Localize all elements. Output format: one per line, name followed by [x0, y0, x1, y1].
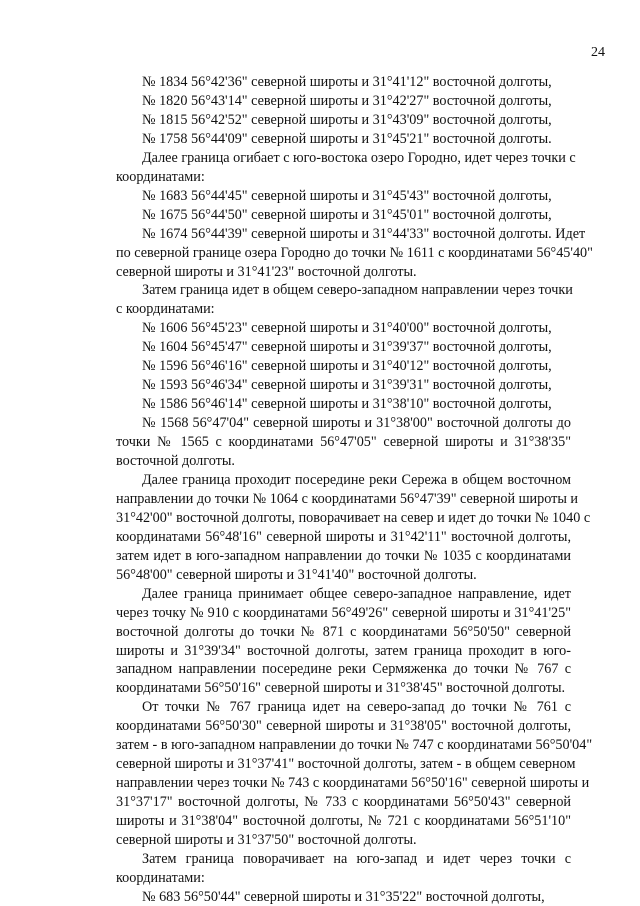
text-line: № 1683 56°44'45" северной широты и 31°45'43" восточной долготы, [142, 187, 552, 204]
text-line: 56°48'00" северной широты и 31°41'40" восточной долготы. [116, 566, 477, 583]
text-line: № 1758 56°44'09" северной широты и 31°45'21" восточной долготы. [142, 130, 552, 147]
text-line: северной широты и 31°37'41" восточной долготы, затем - в общем северном [116, 756, 576, 773]
text-line: координатами: [116, 869, 205, 886]
text-line: широты и 31°39'34" восточной долготы, затем граница проходит в юго- [116, 642, 571, 659]
text-line: № 1604 56°45'47" северной широты и 31°39'37" восточной долготы, [142, 339, 552, 356]
text-line: 31°37'17" восточной долготы, № 733 с координатами 56°50'43" северной [116, 794, 571, 811]
text-line: № 1674 56°44'39" северной широты и 31°44'33" восточной долготы. Идет [142, 225, 586, 242]
text-line: Далее граница огибает с юго-востока озеро Городно, идет через точки с [142, 149, 576, 166]
text-line: № 1593 56°46'34" северной широты и 31°39'31" восточной долготы, [142, 377, 552, 394]
text-line: точки № 1565 с координатами 56°47'05" северной широты и 31°38'35" [116, 434, 571, 451]
text-line: № 1586 56°46'14" северной широты и 31°38'10" восточной долготы, [142, 396, 552, 413]
text-line: № 1568 56°47'04" северной широты и 31°38'00" восточной долготы до [142, 415, 571, 432]
text-line: Затем граница поворачивает на юго-запад и идет через точки с [142, 850, 571, 867]
text-line: координатами 56°50'16" северной широты и 31°38'45" восточной долготы. [116, 680, 566, 697]
text-line: № 1675 56°44'50" северной широты и 31°45'01" восточной долготы, [142, 206, 552, 223]
text-line: через точку № 910 с координатами 56°49'26" северной широты и 31°41'25" [116, 604, 571, 621]
text-line: Затем граница идет в общем северо-западном направлении через точки [142, 282, 573, 299]
text-line: Далее граница принимает общее северо-западное направление, идет [142, 585, 571, 602]
text-line: Далее граница проходит посередине реки Сережа в общем восточном [142, 471, 571, 488]
text-line: с координатами: [116, 301, 215, 318]
text-line: координатами 56°50'30" северной широты и 31°38'05" восточной долготы, [116, 718, 571, 735]
text-line: № 683 56°50'44" северной широты и 31°35'22" восточной долготы, [142, 888, 545, 905]
text-line: направлении до точки № 1064 с координатами 56°47'39" северной широты и [116, 490, 579, 507]
text-line: № 1596 56°46'16" северной широты и 31°40'12" восточной долготы, [142, 358, 552, 375]
text-line: направлении через точки № 743 с координатами 56°50'16" северной широты и [116, 775, 590, 792]
text-line: № 1820 56°43'14" северной широты и 31°42'27" восточной долготы, [142, 93, 552, 109]
text-line: 31°42'00" восточной долготы, поворачивает на север и идет до точки № 1040 с [116, 509, 591, 526]
text-line: № 1606 56°45'23" северной широты и 31°40'00" восточной долготы, [142, 320, 552, 337]
text-line: координатами: [116, 168, 205, 185]
text-line: восточной долготы. [116, 453, 235, 469]
text-line: затем - в юго-западном направлении до точки № 747 с координатами 56°50'04" [116, 737, 593, 754]
text-line: широты и 31°38'04" восточной долготы, № 721 с координатами 56°51'10" [116, 813, 571, 829]
page-number: 24 [591, 45, 605, 60]
text-line: по северной границе озера Городно до точки № 1611 с координатами 56°45'40" [116, 244, 593, 261]
text-line: северной широты и 31°41'23" восточной долготы. [116, 263, 417, 280]
text-line: северной широты и 31°37'50" восточной долготы. [116, 832, 417, 848]
text-line: № 1834 56°42'36" северной широты и 31°41'12" восточной долготы, [142, 74, 552, 90]
text-line: координатами 56°48'16" северной широты и 31°42'11" восточной долготы, [116, 528, 571, 545]
text-line: От точки № 767 граница идет на северо-запад до точки № 761 с [142, 699, 571, 716]
text-line: восточной долготы до точки № 871 с координатами 56°50'50" северной [116, 623, 571, 640]
text-line: № 1815 56°42'52" северной широты и 31°43'09" восточной долготы, [142, 111, 552, 128]
text-line: западном направлении посередине реки Сермяженка до точки № 767 с [116, 661, 571, 678]
text-line: затем идет в юго-западном направлении до точки № 1035 с координатами [116, 547, 571, 564]
